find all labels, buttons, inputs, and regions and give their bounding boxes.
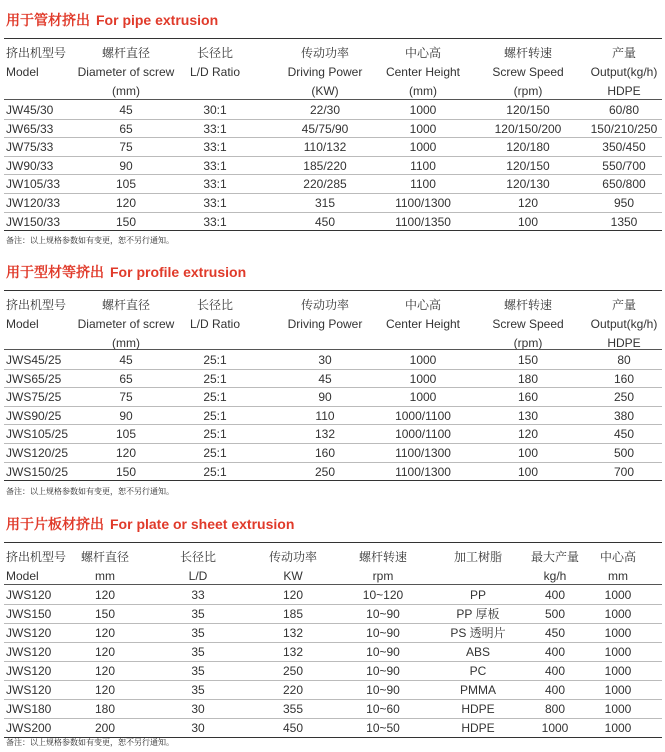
column-header: Output(kg/h)	[590, 65, 658, 79]
section-title: 用于型材等挤出 For profile extrusion	[6, 264, 247, 281]
table-cell: 90	[119, 408, 133, 423]
table-cell: 450	[613, 427, 635, 442]
table-cell: 65	[119, 371, 133, 386]
table-cell: 1000	[604, 588, 632, 602]
table-cell: 120/130	[506, 177, 550, 192]
column-header: (rpm)	[513, 84, 543, 98]
table-cell: 950	[613, 196, 635, 210]
table-cell: 150	[94, 607, 116, 621]
table-cell: 120	[94, 664, 116, 678]
table-cell: 120	[282, 588, 304, 602]
table-cell: 1000	[409, 140, 437, 155]
table-cell: ABS	[465, 645, 490, 659]
table-cell: JWS200	[6, 721, 52, 735]
table-cell: 33	[191, 588, 205, 602]
table-cell: 120	[517, 427, 539, 442]
table-cell: 315	[314, 196, 336, 210]
column-header: L/D	[188, 569, 208, 583]
table-cell: 45	[119, 353, 133, 367]
table-cell: 80	[617, 353, 631, 367]
column-header: 长径比	[196, 298, 233, 312]
table-cell: 35	[191, 683, 205, 697]
table-cell: 120/150/200	[494, 121, 562, 136]
table-cell: 120	[517, 196, 539, 210]
column-header: 传动功率	[268, 550, 317, 564]
column-header: 最大产量	[530, 550, 579, 564]
column-header: 螺杆转速	[358, 550, 407, 564]
table-cell: 700	[613, 464, 635, 479]
table-cell: 250	[613, 390, 635, 405]
table-cell: 450	[544, 626, 566, 640]
table-cell: 160	[613, 371, 635, 386]
table-cell: 1000	[604, 702, 632, 716]
table-cell: HDPE	[461, 721, 495, 735]
table-cell: 1000	[604, 607, 632, 621]
table-cell: JWS120	[6, 683, 52, 697]
column-header: (KW)	[311, 84, 339, 98]
table-cell: 220/285	[303, 177, 347, 192]
table-cell: 220	[282, 683, 304, 697]
table-cell: JWS120	[6, 645, 52, 659]
column-header: 螺杆转速	[503, 298, 552, 312]
column-header: Driving Power	[287, 317, 363, 331]
table-cell: 10~60	[366, 702, 400, 716]
table-cell: 160	[314, 446, 336, 460]
table-cell: JWS120	[6, 626, 52, 640]
table-cell: 1000	[409, 353, 437, 367]
table-cell: 1000	[604, 645, 632, 659]
table-cell: 100	[517, 446, 539, 460]
column-header: 长径比	[179, 550, 216, 564]
table-cell: 120	[115, 446, 137, 460]
table-cell: JW105/33	[6, 177, 61, 192]
table-cell: JW120/33	[6, 196, 61, 210]
table-cell: 25:1	[203, 371, 227, 386]
table-cell: 60/80	[608, 103, 640, 117]
table-cell: 250	[282, 664, 304, 678]
table-cell: 33:1	[203, 121, 227, 136]
table-cell: 1000	[541, 721, 569, 735]
table-cell: 450	[282, 721, 304, 735]
table-cell: 400	[544, 588, 566, 602]
table-cell: 800	[544, 702, 566, 716]
table-cell: 105	[115, 177, 137, 192]
table-cell: 185/220	[303, 158, 347, 173]
table-cell: JWS120/25	[6, 446, 69, 460]
column-header: 传动功率	[300, 46, 349, 60]
column-header: 中心高	[404, 298, 441, 312]
table-cell: JWS65/25	[6, 371, 62, 386]
table-cell: 25:1	[203, 427, 227, 442]
column-header: Output(kg/h)	[590, 317, 658, 331]
table-cell: 1000	[409, 121, 437, 136]
column-header: 长径比	[196, 46, 233, 60]
table-cell: PS 透明片	[450, 626, 506, 640]
table-cell: 25:1	[203, 464, 227, 479]
table-cell: 45	[318, 371, 332, 386]
table-cell: 1000	[604, 721, 632, 735]
table-cell: 22/30	[309, 103, 341, 117]
table-cell: PP 厚板	[456, 607, 500, 621]
table-cell: 10~90	[366, 683, 400, 697]
table-cell: 25:1	[203, 353, 227, 367]
table-cell: 400	[544, 645, 566, 659]
table-cell: 132	[282, 626, 304, 640]
table-cell: 185	[282, 607, 304, 621]
table-cell: 120/150	[506, 158, 550, 173]
table-cell: 10~90	[366, 607, 400, 621]
table-cell: 550/700	[602, 158, 646, 173]
column-header: mm	[608, 569, 628, 583]
column-header: L/D Ratio	[189, 317, 241, 331]
table-cell: 35	[191, 645, 205, 659]
table-cell: 1000/1100	[395, 427, 451, 442]
table-cell: 105	[115, 427, 137, 442]
table-cell: 10~120	[362, 588, 404, 602]
table-cell: 1000	[604, 664, 632, 678]
table-cell: 25:1	[203, 446, 227, 460]
table-cell: JW65/33	[6, 121, 54, 136]
table-cell: 500	[544, 607, 566, 621]
column-header: Model	[6, 65, 39, 79]
table-cell: 30:1	[203, 103, 227, 117]
table-cell: 75	[119, 390, 133, 405]
table-cell: PC	[469, 664, 487, 678]
table-cell: 33:1	[203, 177, 227, 192]
column-header: 螺杆转速	[503, 46, 552, 60]
column-header	[428, 567, 528, 585]
table-cell: 1000	[409, 371, 437, 386]
table-note: 备注：以上规格参数如有变更，恕不另行通知。	[6, 236, 174, 245]
table-cell: JW75/33	[6, 140, 54, 155]
table-cell: 75	[119, 140, 133, 155]
column-header: (mm)	[112, 336, 140, 350]
column-header: 加工树脂	[453, 550, 502, 564]
table-cell: 1100	[410, 177, 436, 192]
column-header: 挤出机型号	[6, 550, 67, 564]
table-cell: 10~90	[366, 626, 400, 640]
table-cell: 110/132	[303, 140, 347, 155]
table-cell: JWS150/25	[6, 464, 69, 479]
table-cell: 650/800	[602, 177, 646, 192]
table-cell: 355	[282, 702, 304, 716]
table-cell: 30	[318, 353, 332, 367]
table-cell: 150/210/250	[590, 121, 658, 136]
table-cell: JWS75/25	[6, 390, 62, 405]
table-cell: JWS120	[6, 664, 52, 678]
section-title: 用于片板材挤出 For plate or sheet extrusion	[6, 516, 295, 533]
table-cell: 100	[517, 214, 539, 229]
table-cell: JWS180	[6, 702, 52, 716]
column-header: Model	[6, 317, 39, 331]
table-cell: JW90/33	[6, 158, 54, 173]
column-header: Model	[6, 569, 39, 583]
table-cell: 33:1	[203, 196, 227, 210]
column-header: Center Height	[385, 317, 461, 331]
table-cell: 1000/1100	[395, 408, 451, 423]
table-cell: 120	[94, 683, 116, 697]
column-header: mm	[95, 569, 115, 583]
table-cell: 120/150	[506, 103, 550, 117]
column-header: 传动功率	[300, 298, 349, 312]
table-cell: 110	[315, 408, 335, 423]
table-cell: 132	[314, 427, 336, 442]
table-cell: 25:1	[203, 390, 227, 405]
column-header: 产量	[611, 298, 636, 312]
table-note: 备注：以上规格参数如有变更，恕不另行通知。	[6, 738, 174, 747]
table-cell: 1350	[610, 214, 638, 229]
table-cell: HDPE	[461, 702, 495, 716]
table-cell: 130	[517, 408, 539, 423]
section-title: 用于管材挤出 For pipe extrusion	[6, 12, 219, 29]
column-header: 产量	[611, 46, 636, 60]
table-cell: 120	[94, 626, 116, 640]
table-cell: 1000	[409, 390, 437, 405]
table-cell: 25:1	[203, 408, 227, 423]
table-cell: 120/180	[506, 140, 550, 155]
table-cell: 33:1	[203, 140, 227, 155]
table-cell: 30	[191, 721, 205, 735]
column-header: kg/h	[543, 569, 567, 583]
table-cell: 200	[94, 721, 116, 735]
table-cell: JW45/30	[6, 103, 54, 117]
table-top-rule	[4, 542, 662, 543]
table-cell: 100	[517, 464, 539, 479]
column-header: 挤出机型号	[6, 298, 67, 312]
column-header: 螺杆直径	[80, 550, 129, 564]
table-cell: 132	[282, 645, 304, 659]
table-cell: 90	[318, 390, 332, 405]
column-header: 螺杆直径	[101, 46, 150, 60]
table-cell: 35	[191, 626, 205, 640]
table-cell: 1100/1300	[395, 196, 451, 210]
table-cell: 65	[119, 121, 133, 136]
table-cell: 1100/1300	[395, 464, 451, 479]
table-cell: 400	[544, 664, 566, 678]
table-cell: 1000	[604, 626, 632, 640]
table-cell: PMMA	[460, 683, 496, 697]
table-cell: JWS90/25	[6, 408, 62, 423]
table-cell: JWS45/25	[6, 353, 62, 367]
header-rule	[4, 584, 662, 585]
table-note: 备注：以上规格参数如有变更，恕不另行通知。	[6, 487, 174, 496]
table-cell: JWS120	[6, 588, 52, 602]
table-cell: JWS105/25	[6, 427, 69, 442]
table-cell: 1000	[604, 683, 632, 697]
table-cell: 10~90	[366, 645, 400, 659]
table-cell: 350/450	[602, 140, 646, 155]
column-header: 中心高	[404, 46, 441, 60]
table-cell: 1100	[410, 158, 436, 173]
column-header: 挤出机型号	[6, 46, 67, 60]
table-cell: 1100/1350	[395, 214, 451, 229]
table-cell: 30	[191, 702, 205, 716]
column-header: KW	[283, 569, 303, 583]
table-cell: 150	[115, 464, 137, 479]
table-cell: 380	[613, 408, 635, 423]
column-header: 螺杆直径	[101, 298, 150, 312]
table-cell: 1000	[409, 103, 437, 117]
column-header: rpm	[372, 569, 394, 583]
table-cell: 400	[544, 683, 566, 697]
row-rule	[4, 737, 662, 738]
column-header: 中心高	[599, 550, 636, 564]
table-cell: 180	[94, 702, 116, 716]
column-header: (mm)	[409, 84, 437, 98]
table-cell: 35	[191, 664, 205, 678]
table-cell: 250	[314, 464, 336, 479]
column-header: HDPE	[607, 84, 641, 98]
table-cell: 150	[517, 353, 539, 367]
table-cell: 500	[613, 446, 635, 460]
table-cell: 120	[115, 196, 137, 210]
column-header: (rpm)	[513, 336, 543, 350]
table-cell: 45	[119, 103, 133, 117]
table-cell: 120	[94, 645, 116, 659]
table-cell: 10~90	[366, 664, 400, 678]
column-header: HDPE	[607, 336, 641, 350]
column-header: Driving Power	[287, 65, 363, 79]
table-cell: JWS150	[6, 607, 52, 621]
table-cell: JW150/33	[6, 214, 61, 229]
table-cell: 1100/1300	[395, 446, 451, 460]
table-cell: 45/75/90	[301, 121, 349, 136]
table-cell: 35	[191, 607, 205, 621]
table-cell: 10~50	[366, 721, 400, 735]
table-cell: 90	[119, 158, 133, 173]
table-cell: 180	[517, 371, 539, 386]
table-cell: 450	[314, 214, 336, 229]
column-header: (mm)	[112, 84, 140, 98]
table-cell: 33:1	[203, 214, 227, 229]
table-cell: PP	[469, 588, 486, 602]
column-header: Screw Speed	[492, 317, 564, 331]
column-header: L/D Ratio	[189, 65, 241, 79]
table-cell: 120	[94, 588, 116, 602]
column-header: Screw Speed	[492, 65, 564, 79]
table-cell: 160	[517, 390, 539, 405]
table-cell: 33:1	[203, 158, 227, 173]
column-header: Center Height	[385, 65, 461, 79]
column-header: Diameter of screw	[77, 317, 175, 331]
table-cell: 150	[115, 214, 137, 229]
column-header: Diameter of screw	[77, 65, 175, 79]
